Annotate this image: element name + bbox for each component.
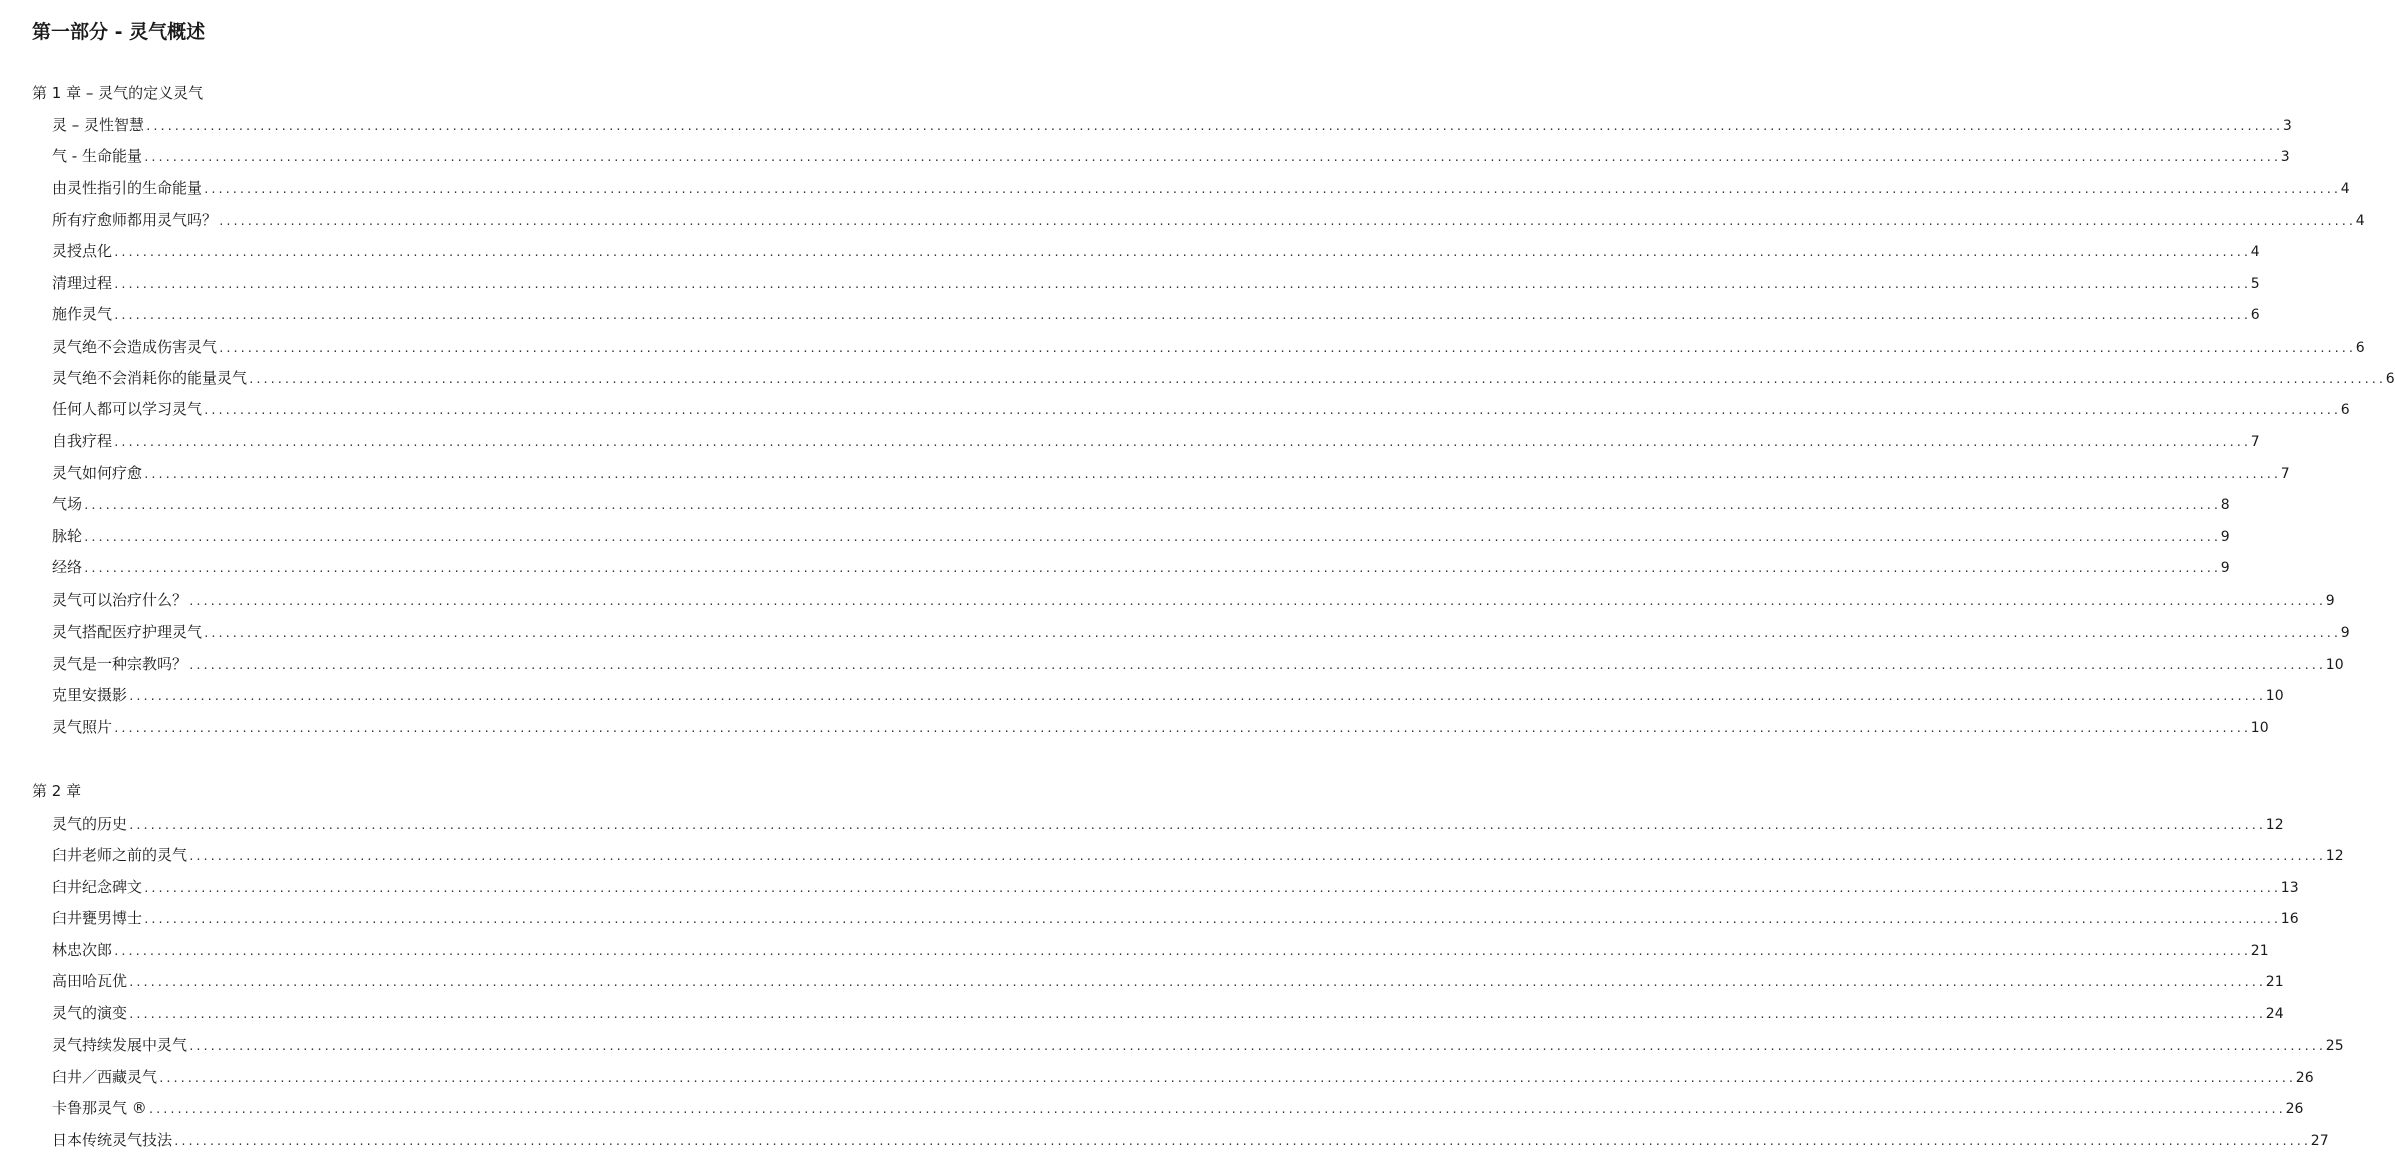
toc-entry[interactable] (52, 939, 2269, 961)
toc-entry-page: 3 (2282, 118, 2292, 134)
toc-entry-page: 9 (2325, 593, 2335, 609)
toc-entry-title: 灵授点化 (52, 242, 113, 260)
toc-entry[interactable] (52, 303, 2260, 325)
toc-entry-page: 21 (2250, 943, 2269, 959)
toc-leader-dots: ............................................................................................................................................................................................................................................................................................................ (113, 722, 2250, 735)
toc-leader-dots: ............................................................................................................................................................................................................................................................................................................ (147, 1103, 2285, 1116)
toc-entry[interactable] (52, 462, 2290, 484)
toc-leader-dots: ............................................................................................................................................................................................................................................................................................................ (113, 278, 2250, 291)
toc-entry-title: 灵气照片 (52, 718, 113, 736)
toc-entry-page: 25 (2325, 1038, 2344, 1054)
toc-entry-title: 日本传统灵气技法 (52, 1131, 173, 1149)
toc-entry-page: 24 (2265, 1006, 2284, 1022)
toc-leader-dots: ............................................................................................................................................................................................................................................................................................................ (128, 819, 2265, 832)
toc-entry-title: 高田哈瓦优 (52, 972, 128, 990)
toc-leader-dots: ............................................................................................................................................................................................................................................................................................................ (145, 120, 2282, 133)
toc-entry[interactable] (52, 684, 2284, 706)
toc-entry-page: 27 (2310, 1133, 2329, 1149)
toc-entry-page: 7 (2250, 434, 2260, 450)
toc-entry-page: 13 (2280, 880, 2299, 896)
toc-entry[interactable] (52, 970, 2284, 992)
toc-leader-dots: ............................................................................................................................................................................................................................................................................................................ (143, 913, 2280, 926)
toc-entry-page: 4 (2355, 213, 2365, 229)
toc-leader-dots: ............................................................................................................................................................................................................................................................................................................ (173, 1135, 2310, 1148)
toc-entry-page: 10 (2325, 657, 2344, 673)
toc-entry-page: 4 (2340, 181, 2350, 197)
toc-entry-title: 灵气的演变 (52, 1004, 128, 1022)
toc-entry[interactable] (52, 1034, 2344, 1056)
toc-entry-page: 6 (2250, 307, 2260, 323)
toc-entry[interactable] (52, 1066, 2314, 1088)
toc-entry-title: 臼井纪念碑文 (52, 878, 143, 896)
toc-leader-dots: ............................................................................................................................................................................................................................................................................................................ (113, 945, 2250, 958)
toc-leader-dots: ............................................................................................................................................................................................................................................................................................................ (188, 595, 2325, 608)
toc-entry-title: 臼井甕男博士 (52, 909, 143, 927)
toc-entry-title: 臼井老师之前的灵气 (52, 846, 188, 864)
toc-entry-title: 所有疗愈师都用灵气吗？ (52, 211, 218, 229)
toc-leader-dots: ............................................................................................................................................................................................................................................................................................................ (83, 562, 2220, 575)
toc-entry-title: 灵气的历史 (52, 815, 128, 833)
toc-entry[interactable] (52, 556, 2230, 578)
toc-entry-title: 由灵性指引的生命能量 (52, 179, 203, 197)
toc-entry-title: 施作灵气 (52, 305, 113, 323)
toc-leader-dots: ............................................................................................................................................................................................................................................................................................................ (128, 976, 2265, 989)
toc-entry[interactable] (52, 177, 2350, 199)
toc-entry-title: 自我疗程 (52, 432, 113, 450)
toc-leader-dots: ............................................................................................................................................................................................................................................................................................................ (158, 1072, 2295, 1085)
toc-entry[interactable] (52, 240, 2260, 262)
toc-entry-title: 林忠次郎 (52, 941, 113, 959)
chapter-heading: 第 2 章 (32, 782, 82, 800)
toc-entry[interactable] (52, 430, 2260, 452)
toc-entry[interactable] (52, 589, 2335, 611)
toc-entry[interactable] (52, 114, 2292, 136)
toc-entry-page: 9 (2340, 625, 2350, 641)
toc-entry[interactable] (52, 525, 2230, 547)
toc-entry-page: 6 (2385, 371, 2395, 387)
toc-leader-dots: ............................................................................................................................................................................................................................................................................................................ (142, 151, 2280, 164)
toc-entry-page: 9 (2220, 529, 2230, 545)
toc-leader-dots: ............................................................................................................................................................................................................................................................................................................ (203, 183, 2340, 196)
toc-leader-dots: ............................................................................................................................................................................................................................................................................................................ (128, 1008, 2265, 1021)
toc-entry-page: 26 (2295, 1070, 2314, 1086)
toc-leader-dots: ............................................................................................................................................................................................................................................................................................................ (83, 499, 2220, 512)
toc-entry-page: 6 (2340, 402, 2350, 418)
toc-entry[interactable] (52, 336, 2365, 358)
toc-entry[interactable] (52, 716, 2269, 738)
toc-entry-title: 气场 (52, 495, 83, 513)
toc-entry-title: 卡鲁那灵气 ® (52, 1099, 147, 1117)
toc-entry-title: 任何人都可以学习灵气 (52, 400, 203, 418)
toc-leader-dots: ............................................................................................................................................................................................................................................................................................................ (188, 850, 2325, 863)
toc-leader-dots: ............................................................................................................................................................................................................................................................................................................ (143, 468, 2280, 481)
toc-entry[interactable] (52, 621, 2350, 643)
toc-leader-dots: ............................................................................................................................................................................................................................................................................................................ (113, 246, 2250, 259)
toc-entry[interactable] (52, 145, 2290, 167)
toc-entry-title: 灵气可以治疗什么？ (52, 591, 188, 609)
toc-entry-title: 灵气绝不会造成伤害灵气 (52, 338, 218, 356)
toc-entry[interactable] (52, 398, 2350, 420)
toc-entry[interactable] (52, 272, 2260, 294)
toc-entry-page: 26 (2285, 1101, 2304, 1117)
toc-entry[interactable] (52, 876, 2299, 898)
toc-entry-page: 8 (2220, 497, 2230, 513)
toc-entry-page: 12 (2325, 848, 2344, 864)
toc-entry[interactable] (52, 813, 2284, 835)
toc-entry-title: 臼井／西藏灵气 (52, 1068, 158, 1086)
toc-leader-dots: ............................................................................................................................................................................................................................................................................................................ (113, 436, 2250, 449)
toc-entry[interactable] (52, 1129, 2329, 1151)
toc-entry-page: 10 (2265, 688, 2284, 704)
toc-entry-title: 清理过程 (52, 274, 113, 292)
toc-entry-title: 灵气绝不会消耗你的能量灵气 (52, 369, 248, 387)
toc-entry-title: 灵气持续发展中灵气 (52, 1036, 188, 1054)
toc-leader-dots: ............................................................................................................................................................................................................................................................................................................ (203, 404, 2340, 417)
toc-entry-page: 6 (2355, 340, 2365, 356)
chapter-heading: 第 1 章 – 灵气的定义灵气 (32, 84, 204, 102)
toc-entry-title: 灵气是一种宗教吗？ (52, 655, 188, 673)
toc-entry[interactable] (52, 367, 2395, 389)
toc-entry-page: 21 (2265, 974, 2284, 990)
toc-leader-dots: ............................................................................................................................................................................................................................................................................................................ (113, 309, 2250, 322)
toc-entry-title: 灵气如何疗愈 (52, 464, 143, 482)
toc-entry-page: 12 (2265, 817, 2284, 833)
toc-leader-dots: ............................................................................................................................................................................................................................................................................................................ (248, 373, 2385, 386)
toc-entry-page: 4 (2250, 244, 2260, 260)
toc-entry-title: 气 - 生命能量 (52, 147, 142, 165)
toc-entry[interactable] (52, 653, 2344, 675)
toc-entry-title: 经络 (52, 558, 83, 576)
toc-entry[interactable] (52, 1097, 2304, 1119)
toc-entry-title: 灵气搭配医疗护理灵气 (52, 623, 203, 641)
toc-entry-page: 3 (2280, 149, 2290, 165)
toc-leader-dots: ............................................................................................................................................................................................................................................................................................................ (218, 342, 2355, 355)
toc-entry-page: 9 (2220, 560, 2230, 576)
toc-entry-page: 7 (2280, 466, 2290, 482)
toc-leader-dots: ............................................................................................................................................................................................................................................................................................................ (143, 882, 2280, 895)
toc-entry[interactable] (52, 907, 2299, 929)
toc-leader-dots: ............................................................................................................................................................................................................................................................................................................ (218, 215, 2355, 228)
toc-entry-page: 10 (2250, 720, 2269, 736)
toc-entry[interactable] (52, 493, 2230, 515)
toc-leader-dots: ............................................................................................................................................................................................................................................................................................................ (83, 531, 2220, 544)
toc-entry-title: 灵 – 灵性智慧 (52, 116, 145, 134)
toc-entry-page: 16 (2280, 911, 2299, 927)
toc-leader-dots: ............................................................................................................................................................................................................................................................................................................ (188, 1040, 2325, 1053)
toc-entry[interactable] (52, 209, 2365, 231)
toc-leader-dots: ............................................................................................................................................................................................................................................................................................................ (188, 659, 2325, 672)
toc-entry[interactable] (52, 1002, 2284, 1024)
toc-leader-dots: ............................................................................................................................................................................................................................................................................................................ (203, 627, 2340, 640)
toc-entry-title: 脉轮 (52, 527, 83, 545)
toc-entry-title: 克里安摄影 (52, 686, 128, 704)
toc-entry[interactable] (52, 844, 2344, 866)
toc-leader-dots: ............................................................................................................................................................................................................................................................................................................ (128, 690, 2265, 703)
part-title: 第一部分 - 灵气概述 (32, 21, 206, 43)
toc-entry-page: 5 (2250, 276, 2260, 292)
